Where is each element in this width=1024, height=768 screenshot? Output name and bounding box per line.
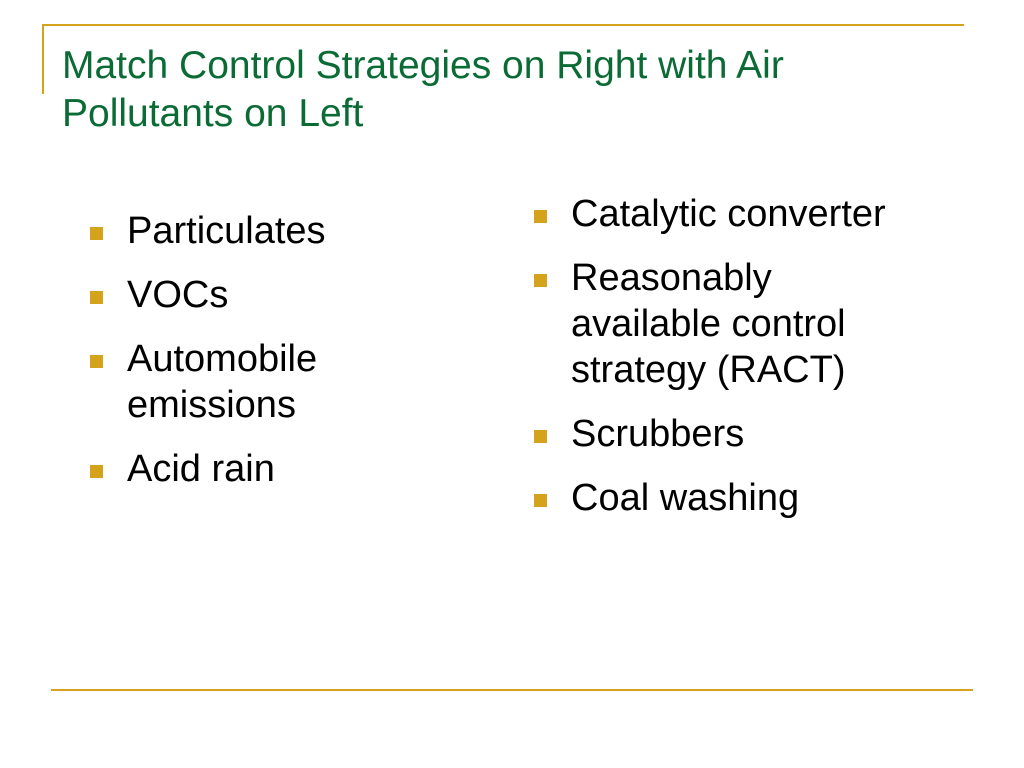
list-item bbox=[90, 208, 420, 254]
pollutant-label: Acid rain bbox=[127, 448, 275, 490]
list-item bbox=[534, 475, 974, 521]
list-item bbox=[90, 446, 420, 492]
pollutant-label: Automobile emissions bbox=[127, 338, 318, 426]
square-bullet-icon bbox=[534, 210, 547, 223]
title-frame-left-line bbox=[42, 24, 44, 94]
list-item bbox=[534, 411, 974, 457]
strategy-label: Reasonably available control strategy (RACT) bbox=[571, 257, 846, 391]
pollutant-label: VOCs bbox=[127, 274, 229, 316]
strategy-label: Scrubbers bbox=[571, 413, 745, 455]
square-bullet-icon bbox=[534, 494, 547, 507]
list-item bbox=[90, 272, 420, 318]
footer-divider-line bbox=[51, 689, 973, 691]
pollutant-label: Particulates bbox=[127, 210, 326, 252]
square-bullet-icon bbox=[90, 227, 103, 240]
list-item bbox=[90, 336, 367, 428]
strategy-label: Coal washing bbox=[571, 477, 800, 519]
pollutants-list bbox=[90, 208, 420, 510]
strategies-list bbox=[534, 191, 974, 539]
square-bullet-icon bbox=[90, 465, 103, 478]
slide-title: Match Control Strategies on Right with Air Pollutants on Left bbox=[62, 44, 784, 135]
square-bullet-icon bbox=[534, 274, 547, 287]
list-item bbox=[534, 255, 921, 393]
square-bullet-icon bbox=[90, 355, 103, 368]
square-bullet-icon bbox=[90, 291, 103, 304]
square-bullet-icon bbox=[534, 430, 547, 443]
list-item bbox=[534, 191, 974, 237]
strategy-label: Catalytic converter bbox=[571, 193, 886, 235]
title-frame-top-line bbox=[42, 24, 964, 26]
